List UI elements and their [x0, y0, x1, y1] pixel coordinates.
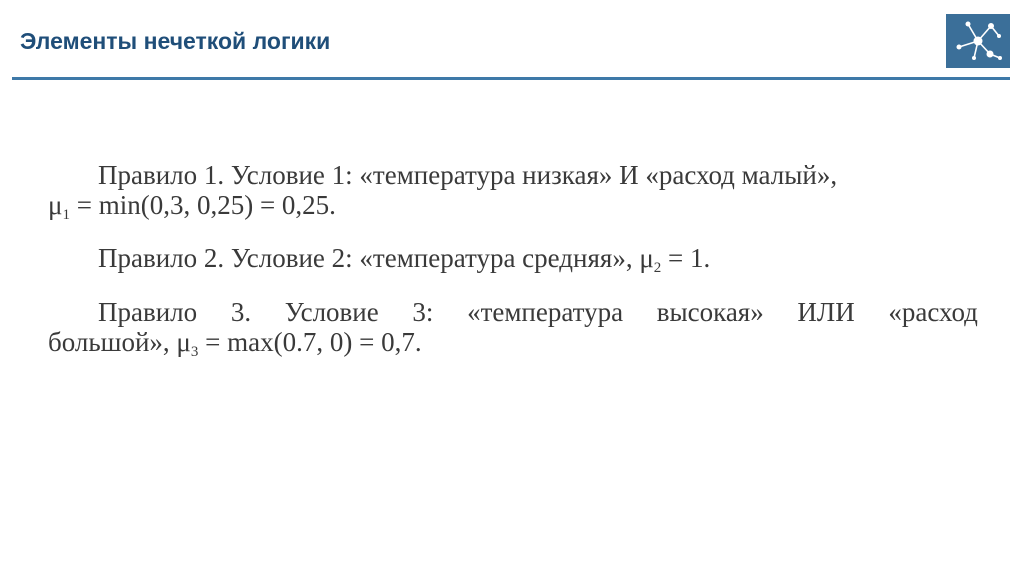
rule-3-line-2: [48, 326, 978, 360]
rule-1: [48, 160, 978, 224]
rule-1-formula: = min(0,3, 0,25) = 0,25.: [69, 190, 336, 221]
rule-3-line-1: [48, 297, 978, 327]
rule-1-line-1: Правило 1. Условие 1: «температура низкая» И «расход малый»,: [98, 160, 838, 190]
rules-text: [48, 160, 978, 380]
header-divider: [12, 77, 1010, 80]
mu-symbol: μ: [48, 190, 63, 221]
word: 3.: [230, 296, 252, 327]
molecule-network-icon: [946, 14, 1010, 68]
rule-1-line-2: [48, 190, 978, 224]
word: Условие: [284, 296, 379, 327]
rule-3-text: большой», μ: [48, 326, 191, 357]
word: Правило: [98, 296, 198, 327]
rule-3-formula: = max(0.7, 0) = 0,7.: [198, 326, 422, 357]
mu-subscript: 2: [653, 260, 662, 277]
rule-2-formula: = 1.: [661, 243, 711, 274]
word: 3:: [412, 296, 434, 327]
rule-3: [48, 296, 978, 360]
logo: [946, 14, 1010, 68]
rule-2-line-1: [48, 243, 978, 277]
word: высокая»: [656, 296, 764, 327]
word: «расход: [888, 296, 978, 327]
page-title: Элементы нечеткой логики: [20, 28, 331, 54]
rule-2: [48, 243, 978, 277]
word: ИЛИ: [797, 296, 855, 327]
mu-subscript: 3: [190, 343, 199, 360]
rule-2-text: Правило 2. Условие 2: «температура средняя», μ: [98, 243, 654, 274]
mu-subscript: 1: [62, 207, 70, 224]
word: «температура: [467, 296, 624, 327]
